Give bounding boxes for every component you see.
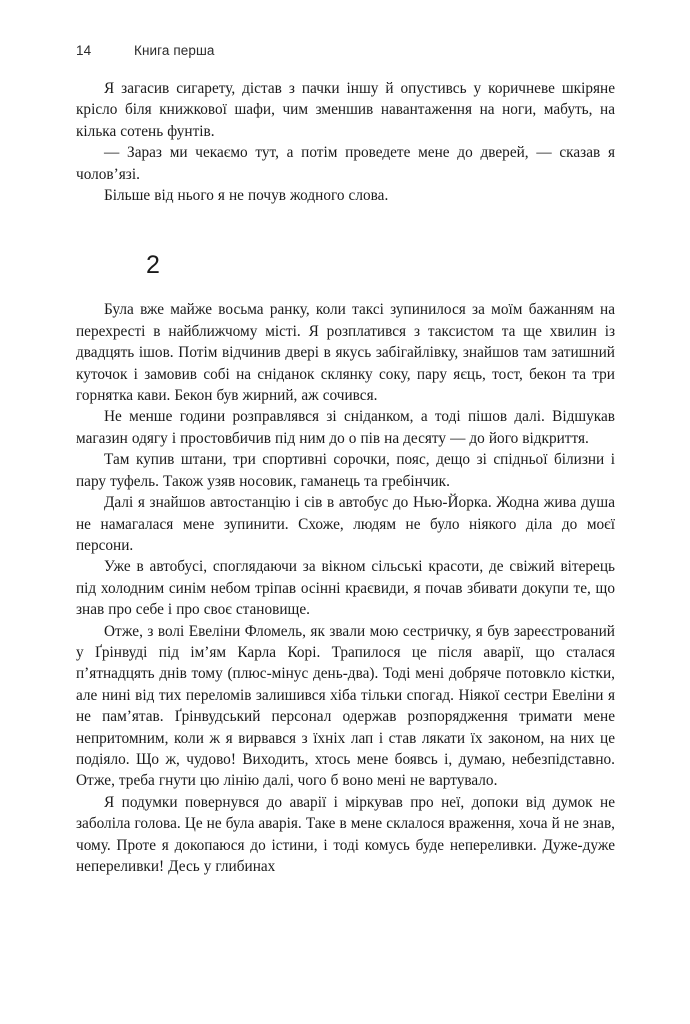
- paragraph: Більше від нього я не почув жодного слова.: [104, 187, 389, 205]
- paragraph: Не менше години розправлявся зі сніданком, а тоді пішов далі. Відшукав магазин одягу і простовбичив під ним до о пів на десяту — до його відкриття.: [76, 408, 615, 447]
- paragraph: Була вже майже восьма ранку, коли таксі зупинилося за моїм бажанням на перехресті в найближчому місті. Я розплатився з таксистом та ще хвилин із двадцять ішов. Потім відчинив двері в якусь забігайлівку, знайшов там затишний куточок і замовив собі на сніданок склянку соку, пару яєць, тост, бекон та три горнятка кави. Бекон був жирний, аж сочився.: [76, 301, 615, 405]
- paragraph: Отже, з волі Евеліни Фломель, як звали мою сестричку, я був зареєстрований у Ґрінвуді під ім’ям Карла Корі. Трапилося це після аварії, що сталася п’ятнадцять днів тому (плюс-мінус день-два). Тоді мені добряче потовкло кістки, але нині від тих переломів залишився хіба тільки спогад. Ніякої сестри Евеліни я не пам’ятав. Ґрінвудський персонал одержав розпорядження тримати мене непритомним, коли ж я вирвався з їхніх лап і став лякати їх законом, на них це подіяло. Що ж, чудово! Виходить, хтось мене боявсь і, думаю, небезпідставно. Отже, треба гнути цю лінію далі, чого б воно мені не вартувало.: [76, 622, 615, 790]
- paragraph: Далі я знайшов автостанцію і сів в автобус до Нью-Йорка. Жодна жива душа не намагалася мене зупинити. Схоже, людям не було ніякого діла до моєї персони.: [76, 494, 615, 554]
- paragraph: Уже в автобусі, споглядаючи за вікном сільські красоти, де свіжий вітерець під холодним синім небом тріпав осінні краєвиди, я почав збивати докупи те, що знав про себе і про своє становище.: [76, 558, 615, 619]
- chapter-heading: [76, 206, 615, 299]
- paragraph: — Зараз ми чекаємо тут, а потім проведете мене до дверей, — сказав я чолов’язі.: [76, 144, 615, 183]
- paragraph: Там купив штани, три спортивні сорочки, пояс, дещо зі спідньої білизни і пару туфель. Також узяв носовик, гаманець та гребінчик.: [76, 451, 615, 490]
- chapter-number: 2: [146, 251, 160, 280]
- text-block: [76, 78, 615, 877]
- paragraph: Я загасив сигарету, дістав з пачки іншу й опустивсь у коричневе шкіряне крісло біля книжкової шафи, чим зменшив навантаження на ноги, мабуть, на кілька сотень фунтів.: [76, 80, 615, 140]
- running-head-title: Книга перша: [134, 43, 215, 58]
- page-number: 14: [76, 43, 92, 58]
- running-head: [76, 41, 615, 61]
- paragraph: Я подумки повернувся до аварії і міркував про неї, допоки від думок не заболіла голова. Це не була аварія. Таке в мене склалося враження, хоча й не знав, чому. Проте я докопаюся до істини, і тоді комусь буде непереливки. Дуже-дуже непереливки! Десь у глибинах: [76, 793, 615, 875]
